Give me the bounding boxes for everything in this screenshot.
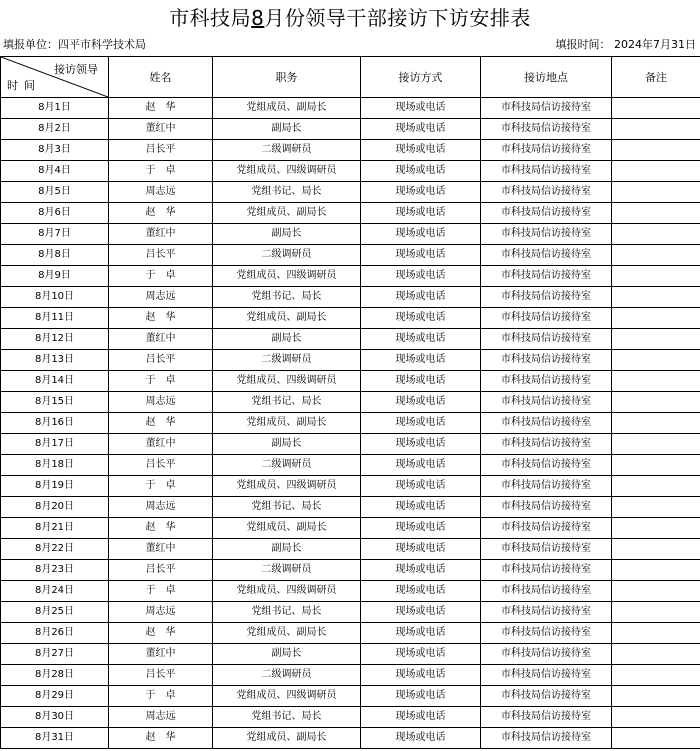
cell-position: 党组成员、副局长	[213, 203, 361, 224]
cell-location: 市科技局信访接待室	[481, 728, 612, 749]
cell-location: 市科技局信访接待室	[481, 560, 612, 581]
table-row	[1, 644, 700, 665]
cell-method: 现场或电话	[361, 665, 481, 686]
cell-method: 现场或电话	[361, 287, 481, 308]
cell-remark	[612, 476, 700, 497]
cell-method: 现场或电话	[361, 245, 481, 266]
cell-name: 周志远	[109, 602, 213, 623]
cell-remark	[612, 119, 700, 140]
cell-position: 党组成员、四级调研员	[213, 371, 361, 392]
cell-method: 现场或电话	[361, 728, 481, 749]
cell-location: 市科技局信访接待室	[481, 329, 612, 350]
cell-position: 副局长	[213, 539, 361, 560]
cell-location: 市科技局信访接待室	[481, 140, 612, 161]
cell-location: 市科技局信访接待室	[481, 182, 612, 203]
cell-remark	[612, 182, 700, 203]
cell-remark	[612, 224, 700, 245]
cell-location: 市科技局信访接待室	[481, 371, 612, 392]
table-row	[1, 686, 700, 707]
cell-location: 市科技局信访接待室	[481, 161, 612, 182]
cell-location: 市科技局信访接待室	[481, 623, 612, 644]
cell-position: 党组成员、四级调研员	[213, 686, 361, 707]
cell-date: 8月30日	[1, 707, 109, 728]
title-prefix: 市科技局	[169, 6, 252, 30]
table-row	[1, 560, 700, 581]
cell-date: 8月21日	[1, 518, 109, 539]
cell-remark	[612, 539, 700, 560]
cell-name: 赵 华	[109, 728, 213, 749]
cell-method: 现场或电话	[361, 140, 481, 161]
cell-remark	[612, 686, 700, 707]
cell-name: 于 卓	[109, 161, 213, 182]
cell-position: 副局长	[213, 329, 361, 350]
cell-date: 8月9日	[1, 266, 109, 287]
table-body	[1, 98, 700, 749]
cell-location: 市科技局信访接待室	[481, 98, 612, 119]
cell-location: 市科技局信访接待室	[481, 434, 612, 455]
table-row	[1, 161, 700, 182]
cell-location: 市科技局信访接待室	[481, 308, 612, 329]
cell-method: 现场或电话	[361, 560, 481, 581]
cell-position: 二级调研员	[213, 350, 361, 371]
cell-position: 党组成员、副局长	[213, 98, 361, 119]
cell-remark	[612, 371, 700, 392]
cell-date: 8月8日	[1, 245, 109, 266]
cell-name: 周志远	[109, 707, 213, 728]
table-row	[1, 182, 700, 203]
table-row	[1, 518, 700, 539]
cell-name: 于 卓	[109, 476, 213, 497]
cell-date: 8月22日	[1, 539, 109, 560]
cell-name: 赵 华	[109, 98, 213, 119]
cell-date: 8月20日	[1, 497, 109, 518]
cell-name: 于 卓	[109, 581, 213, 602]
cell-location: 市科技局信访接待室	[481, 686, 612, 707]
cell-position: 副局长	[213, 224, 361, 245]
table-row	[1, 707, 700, 728]
header-name: 姓名	[109, 57, 213, 98]
cell-method: 现场或电话	[361, 644, 481, 665]
cell-date: 8月14日	[1, 371, 109, 392]
table-row	[1, 266, 700, 287]
cell-location: 市科技局信访接待室	[481, 266, 612, 287]
cell-name: 董红中	[109, 434, 213, 455]
cell-location: 市科技局信访接待室	[481, 224, 612, 245]
cell-date: 8月27日	[1, 644, 109, 665]
cell-date: 8月7日	[1, 224, 109, 245]
cell-method: 现场或电话	[361, 392, 481, 413]
cell-remark	[612, 161, 700, 182]
cell-remark	[612, 518, 700, 539]
reporting-unit: 填报单位：四平市科学技术局	[3, 38, 146, 51]
cell-date: 8月26日	[1, 623, 109, 644]
table-row	[1, 413, 700, 434]
cell-method: 现场或电话	[361, 266, 481, 287]
cell-remark	[612, 434, 700, 455]
cell-name: 董红中	[109, 329, 213, 350]
cell-position: 副局长	[213, 119, 361, 140]
cell-name: 于 卓	[109, 266, 213, 287]
cell-name: 吕长平	[109, 455, 213, 476]
cell-date: 8月4日	[1, 161, 109, 182]
header-leader-label: 接访领导	[54, 63, 98, 76]
cell-location: 市科技局信访接待室	[481, 539, 612, 560]
cell-method: 现场或电话	[361, 98, 481, 119]
cell-remark	[612, 140, 700, 161]
cell-position: 党组书记、局长	[213, 707, 361, 728]
cell-position: 副局长	[213, 644, 361, 665]
cell-name: 董红中	[109, 119, 213, 140]
cell-position: 党组成员、副局长	[213, 728, 361, 749]
cell-method: 现场或电话	[361, 455, 481, 476]
table-row	[1, 476, 700, 497]
cell-method: 现场或电话	[361, 224, 481, 245]
cell-remark	[612, 392, 700, 413]
cell-position: 党组书记、局长	[213, 392, 361, 413]
header-method: 接访方式	[361, 57, 481, 98]
cell-name: 吕长平	[109, 665, 213, 686]
cell-name: 周志远	[109, 287, 213, 308]
cell-position: 党组成员、副局长	[213, 413, 361, 434]
cell-name: 吕长平	[109, 560, 213, 581]
cell-name: 吕长平	[109, 245, 213, 266]
cell-name: 赵 华	[109, 203, 213, 224]
cell-position: 党组成员、副局长	[213, 518, 361, 539]
table-row	[1, 245, 700, 266]
cell-date: 8月19日	[1, 476, 109, 497]
cell-method: 现场或电话	[361, 413, 481, 434]
cell-date: 8月15日	[1, 392, 109, 413]
title-month: 8	[251, 6, 265, 30]
cell-position: 党组成员、四级调研员	[213, 581, 361, 602]
cell-location: 市科技局信访接待室	[481, 392, 612, 413]
cell-location: 市科技局信访接待室	[481, 644, 612, 665]
cell-date: 8月23日	[1, 560, 109, 581]
cell-date: 8月16日	[1, 413, 109, 434]
cell-date: 8月1日	[1, 98, 109, 119]
cell-remark	[612, 665, 700, 686]
table-row	[1, 140, 700, 161]
cell-position: 党组成员、副局长	[213, 623, 361, 644]
cell-date: 8月28日	[1, 665, 109, 686]
cell-position: 党组成员、副局长	[213, 308, 361, 329]
reporting-date: 填报时间： 2024年7月31日	[555, 38, 696, 51]
table-row	[1, 581, 700, 602]
cell-remark	[612, 623, 700, 644]
cell-date: 8月5日	[1, 182, 109, 203]
cell-date: 8月11日	[1, 308, 109, 329]
title-suffix: 月份领导干部接访下访安排表	[264, 6, 531, 30]
cell-date: 8月3日	[1, 140, 109, 161]
cell-location: 市科技局信访接待室	[481, 350, 612, 371]
cell-date: 8月18日	[1, 455, 109, 476]
table-row	[1, 350, 700, 371]
table-row	[1, 308, 700, 329]
header-corner-cell	[1, 57, 109, 98]
cell-name: 吕长平	[109, 350, 213, 371]
cell-position: 党组成员、四级调研员	[213, 161, 361, 182]
cell-name: 周志远	[109, 497, 213, 518]
cell-position: 党组书记、局长	[213, 497, 361, 518]
cell-remark	[612, 728, 700, 749]
cell-date: 8月24日	[1, 581, 109, 602]
cell-date: 8月6日	[1, 203, 109, 224]
table-row	[1, 329, 700, 350]
cell-method: 现场或电话	[361, 518, 481, 539]
cell-position: 党组书记、局长	[213, 287, 361, 308]
cell-date: 8月29日	[1, 686, 109, 707]
cell-remark	[612, 707, 700, 728]
cell-remark	[612, 266, 700, 287]
document-title	[0, 3, 700, 33]
cell-method: 现场或电话	[361, 161, 481, 182]
cell-position: 二级调研员	[213, 140, 361, 161]
cell-name: 赵 华	[109, 518, 213, 539]
table-row	[1, 539, 700, 560]
cell-location: 市科技局信访接待室	[481, 665, 612, 686]
cell-date: 8月17日	[1, 434, 109, 455]
cell-position: 二级调研员	[213, 665, 361, 686]
cell-name: 周志远	[109, 182, 213, 203]
cell-name: 董红中	[109, 224, 213, 245]
cell-position: 党组成员、四级调研员	[213, 476, 361, 497]
cell-name: 赵 华	[109, 623, 213, 644]
table-row	[1, 224, 700, 245]
cell-position: 党组成员、四级调研员	[213, 266, 361, 287]
cell-method: 现场或电话	[361, 707, 481, 728]
cell-position: 二级调研员	[213, 245, 361, 266]
cell-name: 于 卓	[109, 686, 213, 707]
header-location: 接访地点	[481, 57, 612, 98]
cell-date: 8月31日	[1, 728, 109, 749]
cell-date: 8月10日	[1, 287, 109, 308]
cell-location: 市科技局信访接待室	[481, 413, 612, 434]
cell-method: 现场或电话	[361, 686, 481, 707]
table-row	[1, 455, 700, 476]
cell-date: 8月13日	[1, 350, 109, 371]
cell-location: 市科技局信访接待室	[481, 707, 612, 728]
cell-location: 市科技局信访接待室	[481, 119, 612, 140]
table-row	[1, 497, 700, 518]
cell-method: 现场或电话	[361, 497, 481, 518]
header-position: 职务	[213, 57, 361, 98]
cell-remark	[612, 497, 700, 518]
cell-name: 董红中	[109, 644, 213, 665]
table-row	[1, 665, 700, 686]
cell-remark	[612, 245, 700, 266]
cell-date: 8月2日	[1, 119, 109, 140]
cell-method: 现场或电话	[361, 434, 481, 455]
cell-name: 董红中	[109, 539, 213, 560]
cell-remark	[612, 560, 700, 581]
cell-method: 现场或电话	[361, 308, 481, 329]
table-row	[1, 203, 700, 224]
cell-position: 副局长	[213, 434, 361, 455]
cell-location: 市科技局信访接待室	[481, 497, 612, 518]
cell-name: 吕长平	[109, 140, 213, 161]
cell-name: 周志远	[109, 392, 213, 413]
cell-method: 现场或电话	[361, 623, 481, 644]
cell-remark	[612, 644, 700, 665]
cell-name: 于 卓	[109, 371, 213, 392]
cell-position: 二级调研员	[213, 560, 361, 581]
cell-location: 市科技局信访接待室	[481, 455, 612, 476]
header-time-label: 时间	[7, 79, 41, 92]
cell-remark	[612, 350, 700, 371]
table-row	[1, 98, 700, 119]
cell-location: 市科技局信访接待室	[481, 581, 612, 602]
cell-method: 现场或电话	[361, 539, 481, 560]
cell-method: 现场或电话	[361, 371, 481, 392]
cell-method: 现场或电话	[361, 581, 481, 602]
header-remark: 备注	[612, 57, 700, 98]
cell-location: 市科技局信访接待室	[481, 203, 612, 224]
cell-remark	[612, 308, 700, 329]
cell-remark	[612, 98, 700, 119]
cell-method: 现场或电话	[361, 119, 481, 140]
cell-remark	[612, 455, 700, 476]
cell-name: 赵 华	[109, 413, 213, 434]
cell-position: 党组书记、局长	[213, 182, 361, 203]
cell-remark	[612, 287, 700, 308]
table-row	[1, 623, 700, 644]
table-row	[1, 392, 700, 413]
table-row	[1, 728, 700, 749]
cell-method: 现场或电话	[361, 203, 481, 224]
table-row	[1, 371, 700, 392]
table-row	[1, 434, 700, 455]
cell-remark	[612, 329, 700, 350]
cell-date: 8月12日	[1, 329, 109, 350]
cell-remark	[612, 203, 700, 224]
cell-method: 现场或电话	[361, 350, 481, 371]
cell-date: 8月25日	[1, 602, 109, 623]
cell-remark	[612, 413, 700, 434]
cell-location: 市科技局信访接待室	[481, 476, 612, 497]
table-row	[1, 287, 700, 308]
cell-location: 市科技局信访接待室	[481, 287, 612, 308]
cell-method: 现场或电话	[361, 602, 481, 623]
table-row	[1, 119, 700, 140]
cell-remark	[612, 602, 700, 623]
cell-position: 二级调研员	[213, 455, 361, 476]
cell-name: 赵 华	[109, 308, 213, 329]
cell-location: 市科技局信访接待室	[481, 602, 612, 623]
cell-method: 现场或电话	[361, 182, 481, 203]
table-row	[1, 602, 700, 623]
cell-remark	[612, 581, 700, 602]
cell-position: 党组书记、局长	[213, 602, 361, 623]
cell-location: 市科技局信访接待室	[481, 245, 612, 266]
cell-method: 现场或电话	[361, 476, 481, 497]
cell-location: 市科技局信访接待室	[481, 518, 612, 539]
header-row	[1, 57, 700, 98]
schedule-table	[0, 56, 700, 749]
cell-method: 现场或电话	[361, 329, 481, 350]
